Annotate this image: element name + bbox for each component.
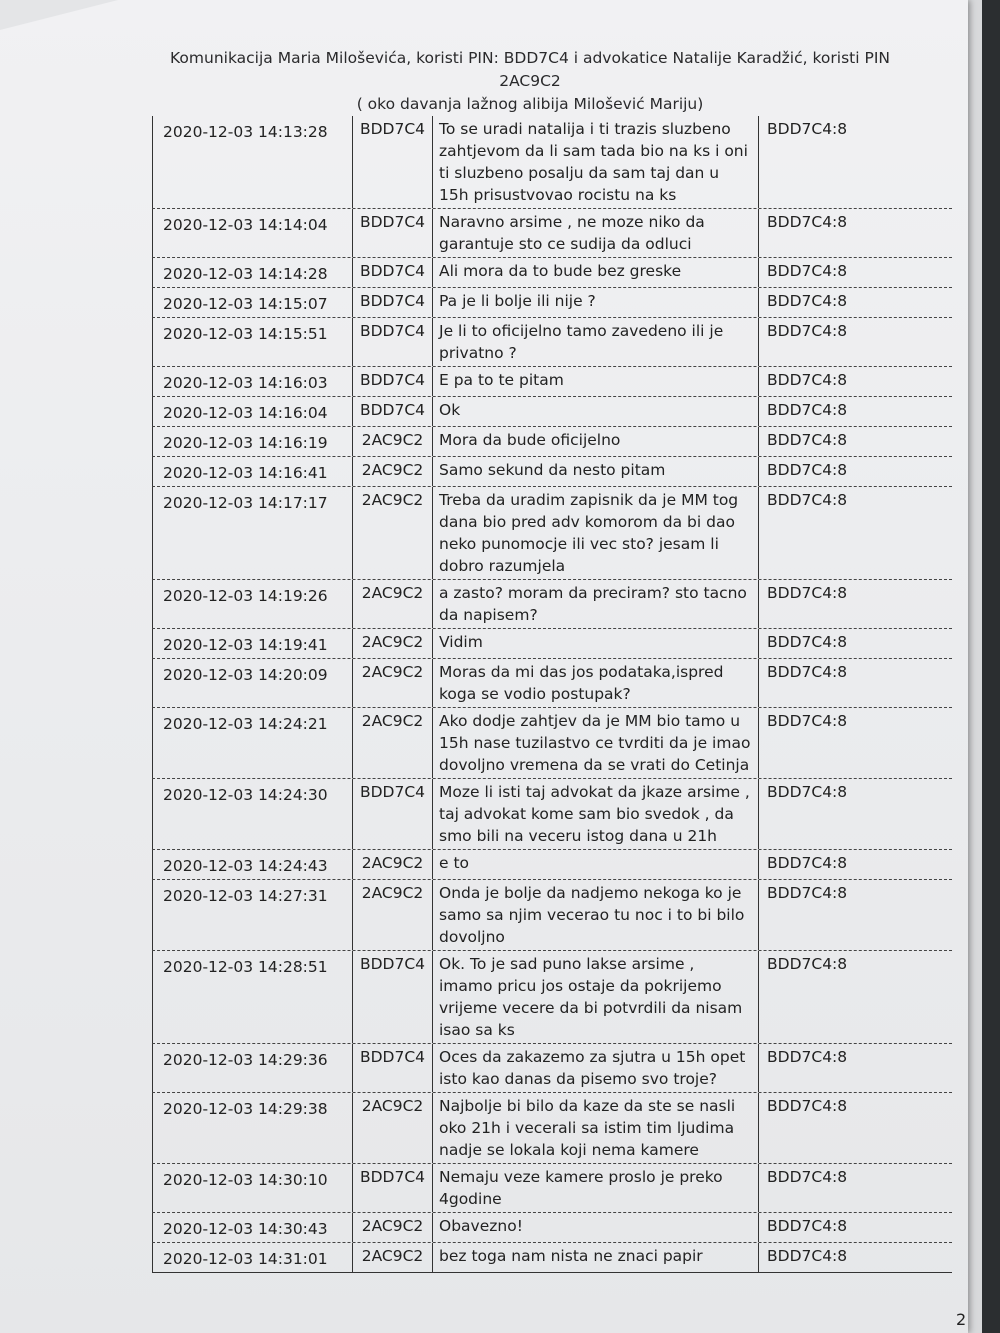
pin-cell: BDD7C4 (352, 116, 432, 208)
table-row (152, 1164, 952, 1213)
timestamp-cell: 2020-12-03 14:28:51 (152, 951, 352, 1043)
pin-cell: BDD7C4 (352, 258, 432, 287)
pin-cell: BDD7C4 (352, 367, 432, 396)
timestamp-cell: 2020-12-03 14:24:43 (152, 850, 352, 879)
timestamp-cell: 2020-12-03 14:13:28 (152, 116, 352, 208)
timestamp-cell: 2020-12-03 14:19:26 (152, 580, 352, 628)
message-cell: Treba da uradim zapisnik da je MM tog dana bio pred adv komorom da bi dao neko punomocje ili vec sto? jesam li dobro razumjela (432, 487, 758, 579)
message-cell: Moras da mi das jos podataka,ispred koga se vodio postupak? (432, 659, 758, 707)
timestamp-cell: 2020-12-03 14:15:51 (152, 318, 352, 366)
message-table (152, 116, 952, 1273)
pin-cell: 2AC9C2 (352, 580, 432, 628)
reference-cell: BDD7C4:8 (758, 1243, 938, 1272)
message-cell: Samo sekund da nesto pitam (432, 457, 758, 486)
message-cell: Ali mora da to bude bez greske (432, 258, 758, 287)
pin-cell: BDD7C4 (352, 288, 432, 317)
message-cell: Moze li isti taj advokat da jkaze arsime , taj advokat kome sam bio svedok , da smo bili na veceru istog dana u 21h (432, 779, 758, 849)
table-row (152, 367, 952, 397)
timestamp-cell: 2020-12-03 14:30:10 (152, 1164, 352, 1212)
timestamp-cell: 2020-12-03 14:30:43 (152, 1213, 352, 1242)
timestamp-cell: 2020-12-03 14:29:38 (152, 1093, 352, 1163)
header-line-2: 2AC9C2 (499, 72, 561, 90)
table-row (152, 580, 952, 629)
pin-cell: 2AC9C2 (352, 850, 432, 879)
reference-cell: BDD7C4:8 (758, 288, 938, 317)
table-row (152, 629, 952, 659)
reference-cell: BDD7C4:8 (758, 629, 938, 658)
timestamp-cell: 2020-12-03 14:20:09 (152, 659, 352, 707)
page-fold (0, 0, 118, 30)
timestamp-cell: 2020-12-03 14:16:19 (152, 427, 352, 456)
pin-cell: BDD7C4 (352, 779, 432, 849)
reference-cell: BDD7C4:8 (758, 318, 938, 366)
reference-cell: BDD7C4:8 (758, 457, 938, 486)
timestamp-cell: 2020-12-03 14:15:07 (152, 288, 352, 317)
reference-cell: BDD7C4:8 (758, 1093, 938, 1163)
reference-cell: BDD7C4:8 (758, 880, 938, 950)
message-cell: E pa to te pitam (432, 367, 758, 396)
reference-cell: BDD7C4:8 (758, 580, 938, 628)
reference-cell: BDD7C4:8 (758, 258, 938, 287)
pin-cell: 2AC9C2 (352, 487, 432, 579)
table-row (152, 487, 952, 580)
pin-cell: 2AC9C2 (352, 427, 432, 456)
timestamp-cell: 2020-12-03 14:16:04 (152, 397, 352, 426)
reference-cell: BDD7C4:8 (758, 779, 938, 849)
reference-cell: BDD7C4:8 (758, 209, 938, 257)
table-row (152, 708, 952, 779)
pin-cell: BDD7C4 (352, 951, 432, 1043)
timestamp-cell: 2020-12-03 14:24:21 (152, 708, 352, 778)
pin-cell: BDD7C4 (352, 397, 432, 426)
pin-cell: 2AC9C2 (352, 880, 432, 950)
pin-cell: BDD7C4 (352, 1164, 432, 1212)
pin-cell: 2AC9C2 (352, 629, 432, 658)
table-row (152, 318, 952, 367)
timestamp-cell: 2020-12-03 14:29:36 (152, 1044, 352, 1092)
message-cell: Obavezno! (432, 1213, 758, 1242)
timestamp-cell: 2020-12-03 14:24:30 (152, 779, 352, 849)
table-row (152, 779, 952, 850)
reference-cell: BDD7C4:8 (758, 397, 938, 426)
table-row (152, 951, 952, 1044)
page-number: 2 (956, 1310, 967, 1329)
table-row (152, 288, 952, 318)
message-cell: Ok. To je sad puno lakse arsime , imamo pricu jos ostaje da pokrijemo vrijeme vecere da bi potvrdili da nisam isao sa ks (432, 951, 758, 1043)
reference-cell: BDD7C4:8 (758, 1044, 938, 1092)
message-cell: a zasto? moram da preciram? sto tacno da napisem? (432, 580, 758, 628)
message-cell: Onda je bolje da nadjemo nekoga ko je samo sa njim vecerao tu noc i to bi bilo dovoljno (432, 880, 758, 950)
document-header (150, 47, 910, 116)
reference-cell: BDD7C4:8 (758, 1164, 938, 1212)
message-cell: Nemaju veze kamere proslo je preko 4godine (432, 1164, 758, 1212)
timestamp-cell: 2020-12-03 14:14:28 (152, 258, 352, 287)
timestamp-cell: 2020-12-03 14:31:01 (152, 1243, 352, 1272)
table-row (152, 880, 952, 951)
table-row (152, 397, 952, 427)
pin-cell: BDD7C4 (352, 1044, 432, 1092)
pin-cell: 2AC9C2 (352, 659, 432, 707)
reference-cell: BDD7C4:8 (758, 427, 938, 456)
pin-cell: 2AC9C2 (352, 1243, 432, 1272)
table-row (152, 258, 952, 288)
header-line-1: Komunikacija Maria Miloševića, koristi PIN: BDD7C4 i advokatice Natalije Karadžić, koristi PIN (170, 49, 890, 67)
pin-cell: BDD7C4 (352, 209, 432, 257)
timestamp-cell: 2020-12-03 14:16:03 (152, 367, 352, 396)
message-cell: e to (432, 850, 758, 879)
message-cell: Najbolje bi bilo da kaze da ste se nasli oko 21h i vecerali sa istim tim ljudima nadje se lokala koji nema kamere (432, 1093, 758, 1163)
reference-cell: BDD7C4:8 (758, 367, 938, 396)
timestamp-cell: 2020-12-03 14:16:41 (152, 457, 352, 486)
pin-cell: 2AC9C2 (352, 708, 432, 778)
message-cell: Vidim (432, 629, 758, 658)
pin-cell: BDD7C4 (352, 318, 432, 366)
table-row (152, 1213, 952, 1243)
message-cell: bez toga nam nista ne znaci papir (432, 1243, 758, 1272)
table-row (152, 116, 952, 209)
table-row (152, 457, 952, 487)
timestamp-cell: 2020-12-03 14:14:04 (152, 209, 352, 257)
pin-cell: 2AC9C2 (352, 1213, 432, 1242)
reference-cell: BDD7C4:8 (758, 850, 938, 879)
table-row (152, 427, 952, 457)
table-row (152, 659, 952, 708)
reference-cell: BDD7C4:8 (758, 951, 938, 1043)
header-line-3: ( oko davanja lažnog alibija Milošević Mariju) (356, 95, 704, 113)
table-row (152, 1044, 952, 1093)
timestamp-cell: 2020-12-03 14:17:17 (152, 487, 352, 579)
table-row (152, 1243, 952, 1273)
reference-cell: BDD7C4:8 (758, 487, 938, 579)
pin-cell: 2AC9C2 (352, 457, 432, 486)
reference-cell: BDD7C4:8 (758, 708, 938, 778)
message-cell: Naravno arsime , ne moze niko da garantuje sto ce sudija da odluci (432, 209, 758, 257)
timestamp-cell: 2020-12-03 14:27:31 (152, 880, 352, 950)
table-row (152, 1093, 952, 1164)
timestamp-cell: 2020-12-03 14:19:41 (152, 629, 352, 658)
pin-cell: 2AC9C2 (352, 1093, 432, 1163)
message-cell: Je li to oficijelno tamo zavedeno ili je privatno ? (432, 318, 758, 366)
message-cell: Ako dodje zahtjev da je MM bio tamo u 15h nase tuzilastvo ce tvrditi da je imao dovoljno vremena da se vrati do Cetinja (432, 708, 758, 778)
message-cell: Ok (432, 397, 758, 426)
message-cell: Oces da zakazemo za sjutra u 15h opet isto kao danas da pisemo svo troje? (432, 1044, 758, 1092)
reference-cell: BDD7C4:8 (758, 116, 938, 208)
message-cell: Pa je li bolje ili nije ? (432, 288, 758, 317)
table-row (152, 850, 952, 880)
reference-cell: BDD7C4:8 (758, 1213, 938, 1242)
table-row (152, 209, 952, 258)
message-cell: Mora da bude oficijelno (432, 427, 758, 456)
reference-cell: BDD7C4:8 (758, 659, 938, 707)
message-cell: To se uradi natalija i ti trazis sluzbeno zahtjevom da li sam tada bio na ks i oni ti sluzbeno posalju da sam taj dan u 15h prisustvovao rocistu na ks (432, 116, 758, 208)
